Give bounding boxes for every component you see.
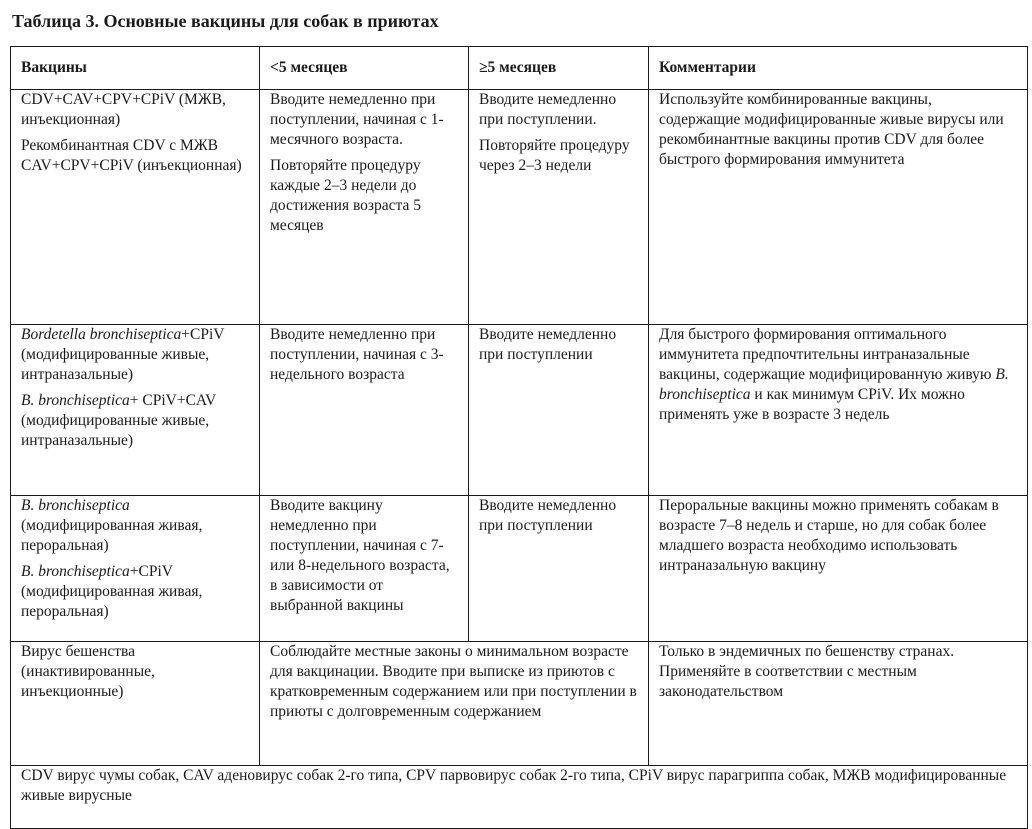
vaccine-text <box>21 391 249 451</box>
species-name: B. bronchiseptica <box>21 563 130 580</box>
cell-comments <box>649 496 1028 642</box>
vaccine-text: CDV+CAV+CPV+CPiV (МЖВ, инъекционная) <box>21 91 226 128</box>
header-under-5-months: <5 месяцев <box>260 47 469 90</box>
table-row <box>11 496 1028 642</box>
cell-vaccines <box>11 496 260 642</box>
cell-vaccines <box>11 325 260 496</box>
comment-text: Используйте комбинированные вакцины, содержащие модифицированные живые вирусы или рекомбинантные вакцины против CDV для более быстрого формирования иммунитета <box>659 91 1004 168</box>
species-name: B. bronchiseptica <box>21 392 130 409</box>
schedule-text: Вводите немедленно при поступлении, начиная с 1-месячного возраста. <box>270 91 444 148</box>
schedule-text: Вводите вакцину немедленно при поступлении, начиная с 7- или 8-недельного возраста, в зависимости от выбранной вакцины <box>270 497 450 614</box>
comment-text: Только в эндемичных по бешенству странах. Применяйте в соответствии с местным законодательством <box>659 643 955 700</box>
vaccine-text <box>21 562 249 622</box>
comment-text: Пероральные вакцины можно применять собакам в возрасте 7–8 недель и старше, но для собак более младшего возраста необходимо использовать интраназальную вакцину <box>659 497 999 574</box>
vaccine-text: Вирус бешенства (инактивированные, инъекционные) <box>21 643 155 700</box>
species-name: B. bronchiseptica <box>21 497 130 514</box>
cell-over-5-months <box>469 325 649 496</box>
comment-part: Для быстрого формирования оптимального иммунитета предпочтительны интраназальные вакцины, содержащие модифицированную живую <box>659 326 996 383</box>
schedule-text: Соблюдайте местные законы о минимальном возрасте для вакцинации. Вводите при выписке из приютов с кратковременным содержанием или при поступлении в приюты с долговременным содержанием <box>270 643 637 720</box>
schedule-text: Повторяйте процедуру каждые 2–3 недели до достижения возраста 5 месяцев <box>270 157 422 234</box>
cell-comments <box>649 325 1028 496</box>
schedule-text: Вводите немедленно при поступлении. <box>479 91 617 128</box>
header-vaccines: Вакцины <box>11 47 260 90</box>
header-row <box>11 47 1028 90</box>
species-name: B. bronchiseptica <box>659 366 1009 403</box>
cell-all-ages <box>260 642 649 766</box>
table-row <box>11 642 1028 766</box>
cell-footnote <box>11 766 1028 829</box>
schedule-text: Вводите немедленно при поступлении <box>479 497 617 534</box>
footnote-row <box>11 766 1028 829</box>
schedule-text: Вводите немедленно при поступлении, начиная с 3-недельного возраста <box>270 326 444 383</box>
cell-under-5-months <box>260 90 469 325</box>
header-comments: Комментарии <box>649 47 1028 90</box>
species-name: Bordetella bronchiseptica <box>21 326 182 343</box>
vaccine-text <box>21 496 249 556</box>
vaccine-description: +CPiV (модифицированная живая, пероральная) <box>21 563 203 620</box>
table-row <box>11 90 1028 325</box>
cell-comments <box>649 90 1028 325</box>
cell-under-5-months <box>260 325 469 496</box>
table-row <box>11 325 1028 496</box>
comment-part: и как минимум CPiV. Их можно применять уже в возрасте 3 недель <box>659 386 965 423</box>
schedule-text: Вводите немедленно при поступлении <box>479 326 617 363</box>
abbreviations-footnote: CDV вирус чумы собак, CAV аденовирус собак 2-го типа, CPV парвовирус собак 2-го типа, CPiV вирус парагриппа собак, МЖВ модифицированные живые вирусные <box>21 767 1007 804</box>
cell-over-5-months <box>469 496 649 642</box>
header-over-5-months: ≥5 месяцев <box>469 47 649 90</box>
cell-under-5-months <box>260 496 469 642</box>
cell-over-5-months <box>469 90 649 325</box>
schedule-text: Повторяйте процедуру через 2–3 недели <box>479 137 630 174</box>
vaccine-description: (модифицированная живая, пероральная) <box>21 517 203 554</box>
vaccine-description: +CPiV (модифицированные живые, интраназальные) <box>21 326 225 383</box>
table-title: Таблица 3. Основные вакцины для собак в приютах <box>12 11 439 31</box>
cell-comments <box>649 642 1028 766</box>
cell-vaccines <box>11 642 260 766</box>
vaccine-description: + CPiV+CAV (модифицированные живые, интраназальные) <box>21 392 217 449</box>
cell-vaccines <box>11 90 260 325</box>
vaccine-text <box>21 325 249 385</box>
vaccine-text: Рекомбинантная CDV с МЖВ CAV+CPV+CPiV (инъекционная) <box>21 137 242 174</box>
vaccine-table <box>10 46 1028 829</box>
comment-text <box>659 325 1017 425</box>
